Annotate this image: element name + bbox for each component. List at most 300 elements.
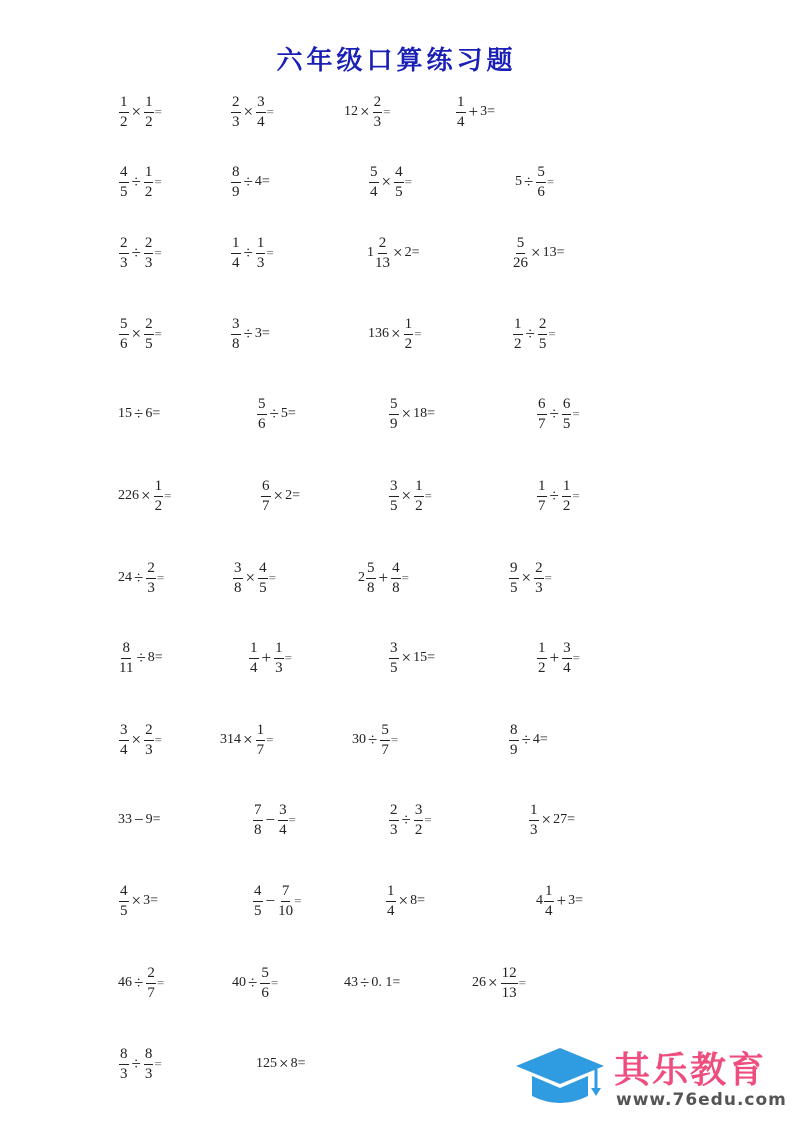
fraction [119,722,129,759]
numerator: 8 [119,1046,129,1065]
fraction [509,722,519,759]
logo-name: 其乐教育 [614,1050,767,1091]
fraction [144,164,154,201]
equals-sign: = [266,732,274,747]
fraction [119,1046,129,1083]
numerator: 1 [274,640,284,659]
numerator: 1 [386,883,396,902]
fraction [389,802,399,839]
operator: ÷ [134,404,144,423]
numerator: 7 [281,883,291,902]
number: 13= [542,245,565,260]
numerator: 1 [231,235,241,254]
operator: − [265,810,276,829]
math-problem [536,392,580,436]
numerator: 5 [516,235,526,254]
logo [512,1040,787,1115]
number: 136 [368,326,389,341]
denominator: 3 [535,579,543,596]
number: 3= [143,893,158,908]
numerator: 5 [119,316,129,335]
math-problem [256,392,296,436]
denominator: 5 [145,335,153,352]
math-problem [512,312,556,356]
math-problem [260,474,300,518]
fraction [501,965,518,1002]
numerator: 4 [119,164,129,183]
fraction [389,640,399,677]
number: 27= [553,812,575,827]
equals-sign: = [572,488,580,503]
fraction [391,560,401,597]
numerator: 5 [369,164,379,183]
number: 1 [367,245,374,260]
denominator: 3 [144,1065,153,1082]
fraction [537,640,547,677]
operator: ÷ [401,810,411,829]
numerator: 4 [119,883,129,902]
numerator: 1 [414,478,424,497]
fraction [366,560,376,597]
fraction [414,802,424,839]
graduation-cap-icon [512,1044,608,1110]
math-problem [472,961,526,1005]
fraction [144,316,154,353]
equals-sign: = [266,104,274,119]
numerator: 4 [258,560,268,579]
equals-sign: = [284,650,292,665]
operator: − [265,891,276,910]
denominator: 5 [120,902,128,919]
fraction [529,802,539,839]
fraction [456,94,466,131]
fraction [146,965,156,1002]
operator: × [398,891,409,910]
math-problem [512,231,565,275]
numerator: 2 [144,722,154,741]
denominator: 5 [395,183,403,200]
operator: ÷ [368,730,378,749]
equals-sign: = [154,732,162,747]
operator: ÷ [524,172,534,191]
operator: ÷ [248,973,258,992]
equals-sign: = [154,174,162,189]
denominator: 8 [367,579,375,596]
denominator: 5 [390,659,398,676]
operator: × [401,648,412,667]
operator: × [279,1054,289,1073]
denominator: 8 [232,335,240,352]
operator: × [401,486,412,505]
operator: ÷ [243,172,253,191]
numerator: 1 [144,94,154,113]
fraction [513,235,528,272]
number: 4= [532,732,548,747]
fraction [386,883,396,920]
numerator: 8 [231,164,241,183]
equals-sign: = [164,488,172,503]
math-problem [388,636,435,680]
operator: ÷ [131,172,141,191]
denominator: 2 [145,113,153,130]
numerator: 3 [389,640,399,659]
fraction [404,316,414,353]
numerator: 1 [256,235,266,254]
numerator: 1 [456,94,466,113]
numerator: 3 [256,94,266,113]
numerator: 1 [537,478,547,497]
denominator: 13 [501,984,517,1001]
operator: − [134,810,144,829]
equals-sign: = [546,174,555,189]
fraction [278,802,288,839]
equals-sign: = [154,104,162,119]
numerator: 5 [380,722,390,741]
number: 30 [352,732,366,747]
numerator: 12 [501,965,518,984]
numerator: 6 [562,396,572,415]
number: 46 [118,975,132,990]
denominator: 7 [381,741,389,758]
math-problem [256,1042,306,1086]
numerator: 1 [529,802,539,821]
fraction [119,640,133,677]
operator: ÷ [360,973,370,992]
operator: ÷ [136,648,146,667]
fraction [373,94,383,131]
numerator: 6 [261,478,271,497]
math-problem [230,312,270,356]
operator: + [549,648,560,667]
denominator: 6 [537,183,545,200]
equals-sign: = [266,245,274,260]
numerator: 1 [537,640,547,659]
equals-sign: = [390,732,399,747]
numerator: 3 [119,722,129,741]
number: 226 [118,488,139,503]
math-problem [118,160,162,204]
operator: × [131,324,142,343]
operator: × [243,730,253,749]
numerator: 2 [119,235,129,254]
fraction [562,640,572,677]
operator: ÷ [549,486,559,505]
denominator: 2 [144,183,153,200]
equals-sign: = [404,174,412,189]
numerator: 7 [253,802,263,821]
denominator: 26 [513,254,528,271]
denominator: 5 [562,415,571,432]
equals-sign: = [154,1056,162,1071]
numerator: 2 [146,560,156,579]
number: 5= [280,406,296,421]
numerator: 1 [544,883,554,902]
operator: × [131,730,142,749]
denominator: 5 [390,497,398,514]
math-problem [536,879,583,923]
denominator: 2 [415,497,423,514]
denominator: 8 [392,579,400,596]
fraction [509,560,519,597]
math-problem [508,556,552,600]
denominator: 5 [254,902,262,919]
numerator: 2 [389,802,399,821]
denominator: 6 [120,335,128,352]
number: 26 [472,975,486,990]
numerator: 1 [144,164,154,183]
fraction [274,640,284,677]
numerator: 2 [144,235,154,254]
numerator: 4 [391,560,401,579]
denominator: 8 [234,579,242,596]
operator: × [141,486,151,505]
fraction [231,94,241,131]
fraction [144,722,154,759]
denominator: 2 [562,497,571,514]
denominator: 3 [144,254,153,271]
denominator: 10 [278,902,294,919]
operator: ÷ [243,324,253,343]
denominator: 2 [154,497,163,514]
operator: + [556,891,567,910]
equals-sign: = [401,570,409,585]
denominator: 3 [373,113,382,130]
denominator: 3 [232,113,240,130]
denominator: 4 [120,741,128,758]
operator: × [391,324,401,343]
number: 18= [413,406,435,421]
fraction [389,396,399,433]
math-problem [118,798,161,842]
number: 15 [118,406,132,421]
numerator: 1 [249,640,259,659]
fraction [119,316,129,353]
equals-sign: = [544,570,552,585]
denominator: 4 [279,821,287,838]
operator: × [360,102,370,121]
math-problem [536,474,580,518]
denominator: 4 [232,254,240,271]
numerator: 3 [231,316,241,335]
operator: + [468,102,479,121]
denominator: 4 [387,902,395,919]
denominator: 8 [254,821,262,838]
math-problem [118,231,162,275]
operator: × [541,810,552,829]
math-problem [118,718,162,762]
math-problem [344,961,400,1005]
numerator: 3 [389,478,399,497]
math-problem [536,636,580,680]
math-problem [508,718,548,762]
operator: ÷ [269,404,279,423]
operator: ÷ [521,730,531,749]
operator: × [488,973,498,992]
operator: × [273,486,284,505]
numerator: 2 [373,94,383,113]
number: 40 [232,975,246,990]
fraction [119,164,129,201]
fraction [256,722,266,759]
fraction [537,478,547,515]
numerator: 3 [414,802,424,821]
denominator: 2 [120,113,128,130]
denominator: 6 [258,415,266,432]
equals-sign: = [270,975,279,990]
denominator: 9 [232,183,240,200]
equals-sign: = [414,326,422,341]
denominator: 3 [145,741,153,758]
numerator: 3 [233,560,243,579]
equals-sign: = [154,245,162,260]
operator: + [261,648,272,667]
equals-sign: = [156,975,165,990]
math-problem [230,90,274,134]
denominator: 4 [370,183,378,200]
numerator: 5 [366,560,376,579]
operator: × [381,172,392,191]
math-problem [455,90,495,134]
operator: ÷ [134,568,144,587]
fraction [544,883,554,920]
denominator: 9 [510,741,518,758]
denominator: 5 [259,579,267,596]
denominator: 2 [514,335,522,352]
fraction [389,478,399,515]
fraction [394,164,404,201]
math-problem [118,1042,162,1086]
math-problem [388,474,432,518]
numerator: 3 [278,802,288,821]
number: 2= [285,488,300,503]
numerator: 5 [260,965,270,984]
fraction [231,316,241,353]
math-problem [367,231,420,275]
fraction [256,235,266,272]
fraction [231,164,241,201]
equals-sign: = [294,893,302,908]
math-problem [388,392,435,436]
operator: × [243,102,254,121]
number: 125 [256,1056,277,1071]
fraction [562,478,572,515]
denominator: 3 [120,1065,128,1082]
numerator: 1 [119,94,129,113]
numerator: 1 [154,478,164,497]
math-problem [252,879,301,923]
denominator: 13 [375,254,390,271]
denominator: 4 [545,902,553,919]
equals-sign: = [424,812,432,827]
math-problem [358,556,409,600]
numerator: 8 [144,1046,154,1065]
equals-sign: = [156,570,165,585]
fraction [258,560,268,597]
operator: + [378,568,389,587]
numerator: 2 [378,235,388,254]
math-problem [515,160,554,204]
math-problem [368,312,421,356]
denominator: 6 [261,984,269,1001]
denominator: 3 [530,821,538,838]
denominator: 3 [390,821,398,838]
fraction [414,478,424,515]
math-problem [118,392,160,436]
operator: ÷ [243,243,253,262]
denominator: 11 [119,659,134,676]
equals-sign: = [268,570,276,585]
denominator: 7 [256,741,265,758]
fraction [249,640,259,677]
fraction [231,235,241,272]
operator: ÷ [131,1054,141,1073]
number: 5 [515,174,522,189]
fraction [256,94,266,131]
number: 2 [358,570,365,585]
numerator: 3 [562,640,572,659]
number: 24 [118,570,132,585]
fraction [260,965,270,1002]
number: 9= [145,812,161,827]
math-problem [248,636,292,680]
denominator: 2 [404,335,413,352]
math-problem [388,798,432,842]
equals-sign: = [154,326,162,341]
number: 2= [404,245,420,260]
denominator: 5 [510,579,518,596]
numerator: 2 [538,316,548,335]
denominator: 3 [120,254,128,271]
numerator: 1 [256,722,266,741]
denominator: 3 [275,659,283,676]
denominator: 2 [414,821,423,838]
operator: ÷ [525,324,535,343]
fraction [146,560,156,597]
equals-sign: = [548,326,556,341]
numerator: 9 [509,560,519,579]
numerator: 2 [146,965,156,984]
operator: × [393,243,403,262]
fraction [534,560,544,597]
number: 3= [254,326,270,341]
operator: ÷ [549,404,559,423]
math-problem [118,474,171,518]
fraction [538,316,548,353]
fraction [513,316,523,353]
fraction [253,802,263,839]
denominator: 7 [538,497,546,514]
denominator: 7 [262,497,270,514]
math-problem [232,556,276,600]
number: 3= [480,104,495,119]
denominator: 5 [538,335,547,352]
number: 33 [118,812,132,827]
numerator: 4 [394,164,404,183]
page-title: 六年级口算练习题 [276,46,517,76]
number: 3= [568,893,583,908]
math-problem [118,90,162,134]
fraction [261,478,271,515]
number: 43 [344,975,358,990]
numerator: 2 [231,94,241,113]
fraction [536,164,546,201]
math-problem [230,231,274,275]
fraction [369,164,379,201]
equals-sign: = [572,650,580,665]
operator: ÷ [134,973,144,992]
equals-sign: = [288,812,296,827]
operator: × [245,568,256,587]
